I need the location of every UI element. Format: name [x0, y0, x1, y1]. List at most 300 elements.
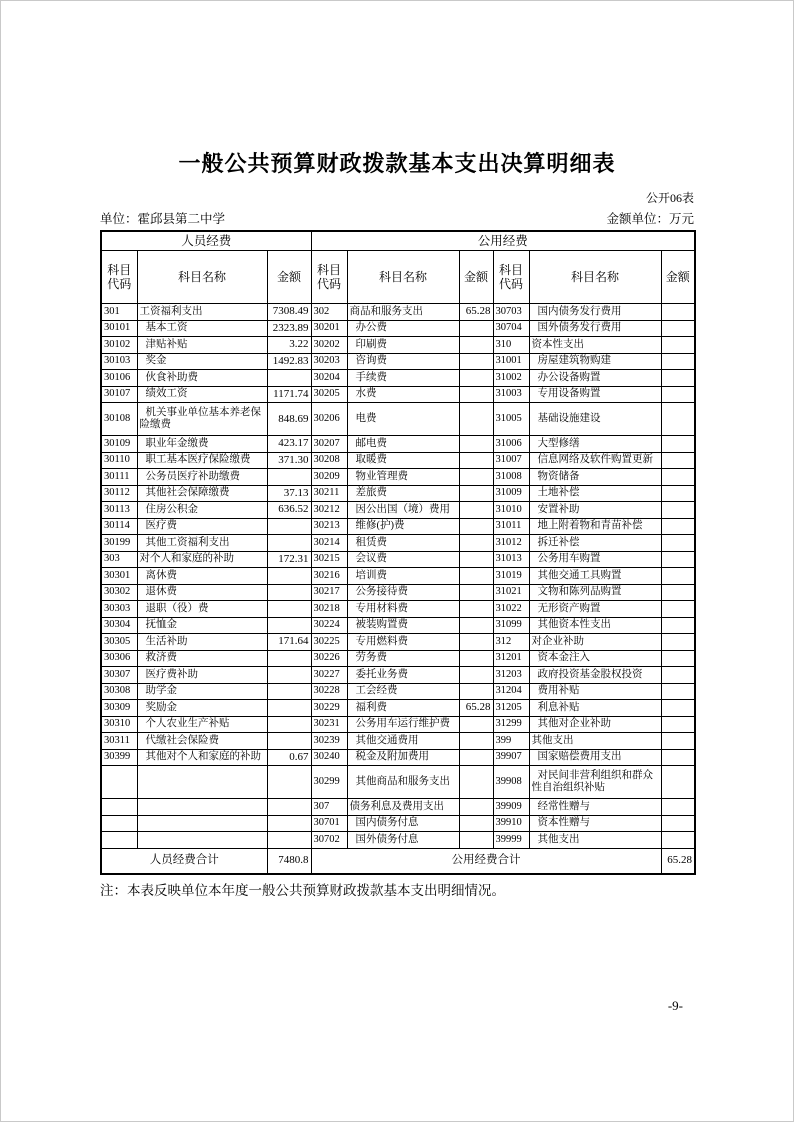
subject-code-cell: 31003 [493, 386, 529, 403]
amount-cell [459, 320, 493, 337]
subject-name-cell: 医疗费 [137, 518, 267, 535]
subject-code-cell: 31022 [493, 601, 529, 618]
amount-cell [459, 337, 493, 354]
subject-name-cell: 公务员医疗补助缴费 [137, 469, 267, 486]
subject-name-cell: 办公设备购置 [529, 370, 661, 387]
subject-code-cell: 31203 [493, 667, 529, 684]
table-row [101, 320, 695, 337]
subject-name-cell: 国内债务付息 [347, 815, 459, 832]
amount-cell [661, 799, 695, 816]
amount-cell [267, 601, 311, 618]
amount-cell [661, 353, 695, 370]
group-header-row [101, 231, 695, 251]
subject-name-cell: 办公费 [347, 320, 459, 337]
amount-cell [661, 551, 695, 568]
subject-name-cell: 国内债务发行费用 [529, 304, 661, 321]
amount-cell: 2323.89 [267, 320, 311, 337]
subject-code-cell: 301 [101, 304, 137, 321]
table-row [101, 452, 695, 469]
amount-cell [459, 601, 493, 618]
unit-value: 霍邱县第二中学 [137, 212, 226, 226]
subject-name-cell: 其他工资福利支出 [137, 535, 267, 552]
subject-code-cell: 31009 [493, 485, 529, 502]
subject-code-cell: 30229 [311, 700, 347, 717]
col-header-subject-code: 科目代码 [311, 251, 347, 304]
table-row [101, 551, 695, 568]
subject-code-cell: 30701 [311, 815, 347, 832]
subject-name-cell: 电费 [347, 403, 459, 436]
subject-code-cell: 30205 [311, 386, 347, 403]
subject-code-cell: 30239 [311, 733, 347, 750]
subject-code-cell: 31005 [493, 403, 529, 436]
table-row [101, 304, 695, 321]
subject-code-cell: 31021 [493, 584, 529, 601]
table-row [101, 386, 695, 403]
subject-code-cell [101, 815, 137, 832]
subject-code-cell: 30306 [101, 650, 137, 667]
table-row [101, 403, 695, 436]
amount-cell [661, 716, 695, 733]
table-row [101, 799, 695, 816]
amount-unit-label: 金额单位：万元 [606, 212, 694, 226]
col-header-subject-name: 科目名称 [137, 251, 267, 304]
subject-code-cell: 30308 [101, 683, 137, 700]
subject-code-cell: 31008 [493, 469, 529, 486]
amount-cell [459, 799, 493, 816]
subject-code-cell: 30213 [311, 518, 347, 535]
amount-cell [661, 370, 695, 387]
col-header-amount: 金额 [661, 251, 695, 304]
amount-cell: 171.64 [267, 634, 311, 651]
page-number: -9- [667, 998, 683, 1013]
subject-name-cell: 租赁费 [347, 535, 459, 552]
subject-name-cell: 专用材料费 [347, 601, 459, 618]
subject-name-cell: 专用燃料费 [347, 634, 459, 651]
subject-name-cell: 因公出国（境）费用 [347, 502, 459, 519]
subject-code-cell: 31205 [493, 700, 529, 717]
subject-name-cell: 国家赔偿费用支出 [529, 749, 661, 766]
table-row [101, 337, 695, 354]
amount-cell [661, 617, 695, 634]
amount-cell [661, 337, 695, 354]
col-header-subject-name: 科目名称 [529, 251, 661, 304]
subject-name-cell: 其他资本性支出 [529, 617, 661, 634]
table-row [101, 485, 695, 502]
amount-cell [661, 815, 695, 832]
subject-name-cell: 奖金 [137, 353, 267, 370]
subject-name-cell [137, 799, 267, 816]
subject-code-cell: 399 [493, 733, 529, 750]
table-row [101, 634, 695, 651]
subject-code-cell: 30215 [311, 551, 347, 568]
amount-cell [267, 700, 311, 717]
subject-name-cell: 退职（役）费 [137, 601, 267, 618]
amount-cell [459, 535, 493, 552]
subject-code-cell: 31019 [493, 568, 529, 585]
table-row [101, 568, 695, 585]
amount-cell [267, 667, 311, 684]
subject-name-cell [137, 815, 267, 832]
subject-name-cell: 维修(护)费 [347, 518, 459, 535]
subject-name-cell [137, 832, 267, 849]
subject-code-cell: 310 [493, 337, 529, 354]
subject-name-cell: 其他交通工具购置 [529, 568, 661, 585]
subject-name-cell: 拆迁补偿 [529, 535, 661, 552]
subject-code-cell: 39999 [493, 832, 529, 849]
subject-code-cell [101, 766, 137, 799]
subject-code-cell: 30113 [101, 502, 137, 519]
subject-name-cell: 其他商品和服务支出 [347, 766, 459, 799]
subject-name-cell: 公务用车运行维护费 [347, 716, 459, 733]
subject-name-cell: 税金及附加费用 [347, 749, 459, 766]
subject-name-cell: 退休费 [137, 584, 267, 601]
amount-cell [267, 650, 311, 667]
subject-code-cell: 31013 [493, 551, 529, 568]
amount-cell [267, 832, 311, 849]
subject-name-cell: 个人农业生产补贴 [137, 716, 267, 733]
amount-cell [661, 386, 695, 403]
amount-cell [661, 700, 695, 717]
subject-code-cell: 30702 [311, 832, 347, 849]
subject-code-cell: 30111 [101, 469, 137, 486]
subject-name-cell: 会议费 [347, 551, 459, 568]
subject-code-cell: 30209 [311, 469, 347, 486]
subject-name-cell: 印刷费 [347, 337, 459, 354]
amount-cell [267, 683, 311, 700]
subject-code-cell: 30201 [311, 320, 347, 337]
subject-code-cell: 30103 [101, 353, 137, 370]
table-row [101, 683, 695, 700]
subject-code-cell: 30305 [101, 634, 137, 651]
amount-cell [661, 568, 695, 585]
subject-code-cell: 30704 [493, 320, 529, 337]
amount-cell [459, 386, 493, 403]
subject-name-cell: 离休费 [137, 568, 267, 585]
subject-code-cell: 30199 [101, 535, 137, 552]
subject-code-cell [101, 799, 137, 816]
subject-code-cell: 302 [311, 304, 347, 321]
table-row [101, 518, 695, 535]
table-row [101, 535, 695, 552]
amount-cell [459, 634, 493, 651]
amount-cell [267, 617, 311, 634]
col-header-subject-name: 科目名称 [347, 251, 459, 304]
table-body [101, 304, 695, 849]
amount-cell: 1492.83 [267, 353, 311, 370]
table-row [101, 749, 695, 766]
subject-name-cell: 劳务费 [347, 650, 459, 667]
amount-cell [661, 320, 695, 337]
page-title: 一般公共预算财政拨款基本支出决算明细表 [178, 151, 616, 176]
amount-cell: 65.28 [459, 700, 493, 717]
amount-cell [661, 584, 695, 601]
amount-cell: 37.13 [267, 485, 311, 502]
amount-cell [661, 601, 695, 618]
subject-code-cell: 30114 [101, 518, 137, 535]
subject-code-cell: 31001 [493, 353, 529, 370]
personnel-total-amount: 7480.8 [267, 848, 311, 874]
subject-name-cell: 其他支出 [529, 832, 661, 849]
amount-cell [459, 716, 493, 733]
table-row [101, 584, 695, 601]
subject-code-cell: 30304 [101, 617, 137, 634]
subject-name-cell [137, 766, 267, 799]
amount-cell: 0.67 [267, 749, 311, 766]
subject-name-cell: 抚恤金 [137, 617, 267, 634]
subject-code-cell: 39909 [493, 799, 529, 816]
amount-cell [267, 799, 311, 816]
unit-line [100, 209, 694, 227]
subject-code-cell: 30228 [311, 683, 347, 700]
subject-name-cell: 资本性赠与 [529, 815, 661, 832]
subject-name-cell: 伙食补助费 [137, 370, 267, 387]
subject-code-cell: 39910 [493, 815, 529, 832]
amount-cell [459, 749, 493, 766]
subject-name-cell: 资本性支出 [529, 337, 661, 354]
amount-cell [661, 502, 695, 519]
amount-cell [459, 832, 493, 849]
table-row [101, 353, 695, 370]
amount-cell: 371.30 [267, 452, 311, 469]
subject-code-cell: 39908 [493, 766, 529, 799]
subject-code-cell: 30110 [101, 452, 137, 469]
amount-cell [459, 584, 493, 601]
totals-row [101, 848, 695, 874]
subject-code-cell: 31006 [493, 436, 529, 453]
subject-name-cell: 公务接待费 [347, 584, 459, 601]
amount-cell [661, 535, 695, 552]
subject-name-cell: 信息网络及软件购置更新 [529, 452, 661, 469]
subject-name-cell: 商品和服务支出 [347, 304, 459, 321]
amount-cell [661, 683, 695, 700]
subject-code-cell: 31007 [493, 452, 529, 469]
subject-code-cell: 30204 [311, 370, 347, 387]
table-row [101, 436, 695, 453]
amount-cell [459, 353, 493, 370]
amount-cell [459, 617, 493, 634]
table-row [101, 601, 695, 618]
subject-code-cell: 30112 [101, 485, 137, 502]
subject-name-cell: 安置补助 [529, 502, 661, 519]
amount-cell [459, 370, 493, 387]
amount-cell [459, 766, 493, 799]
subject-name-cell: 文物和陈列品购置 [529, 584, 661, 601]
subject-name-cell: 土地补偿 [529, 485, 661, 502]
amount-cell [661, 304, 695, 321]
table-row [101, 733, 695, 750]
subject-code-cell: 30303 [101, 601, 137, 618]
subject-code-cell: 30202 [311, 337, 347, 354]
subject-code-cell: 30106 [101, 370, 137, 387]
page-content [100, 147, 694, 899]
subject-code-cell: 30225 [311, 634, 347, 651]
amount-cell [661, 634, 695, 651]
amount-cell [459, 815, 493, 832]
col-header-subject-code: 科目代码 [493, 251, 529, 304]
col-header-subject-code: 科目代码 [101, 251, 137, 304]
budget-detail-table [100, 230, 696, 875]
subject-name-cell: 基础设施建设 [529, 403, 661, 436]
amount-cell: 65.28 [459, 304, 493, 321]
subject-name-cell: 地上附着物和青苗补偿 [529, 518, 661, 535]
public-total-label: 公用经费合计 [311, 848, 661, 874]
subject-name-cell: 职工基本医疗保险缴费 [137, 452, 267, 469]
subject-name-cell: 工资福利支出 [137, 304, 267, 321]
subject-name-cell: 奖励金 [137, 700, 267, 717]
amount-cell [661, 749, 695, 766]
subject-name-cell: 水费 [347, 386, 459, 403]
subject-name-cell: 其他交通费用 [347, 733, 459, 750]
amount-cell [661, 436, 695, 453]
amount-cell [459, 469, 493, 486]
amount-cell [459, 485, 493, 502]
subject-code-cell: 30206 [311, 403, 347, 436]
table-row [101, 700, 695, 717]
public-total-amount: 65.28 [661, 848, 695, 874]
subject-name-cell: 公务用车购置 [529, 551, 661, 568]
amount-cell [661, 667, 695, 684]
subject-name-cell: 培训费 [347, 568, 459, 585]
amount-cell [459, 436, 493, 453]
amount-cell [661, 766, 695, 799]
subject-name-cell: 物资储备 [529, 469, 661, 486]
subject-name-cell: 差旅费 [347, 485, 459, 502]
amount-cell [459, 551, 493, 568]
subject-name-cell: 其他支出 [529, 733, 661, 750]
subject-code-cell: 31002 [493, 370, 529, 387]
subject-name-cell: 大型修缮 [529, 436, 661, 453]
amount-cell [267, 716, 311, 733]
subject-name-cell: 邮电费 [347, 436, 459, 453]
subject-code-cell: 30102 [101, 337, 137, 354]
subject-code-cell: 312 [493, 634, 529, 651]
subject-code-cell [101, 832, 137, 849]
amount-cell [459, 502, 493, 519]
subject-name-cell: 住房公积金 [137, 502, 267, 519]
subject-name-cell: 绩效工资 [137, 386, 267, 403]
amount-cell [459, 403, 493, 436]
unit-label: 单位： [100, 212, 138, 226]
subject-code-cell: 30399 [101, 749, 137, 766]
subject-code-cell: 30703 [493, 304, 529, 321]
subject-name-cell: 对个人和家庭的补助 [137, 551, 267, 568]
subject-name-cell: 医疗费补助 [137, 667, 267, 684]
amount-cell [267, 370, 311, 387]
group-header-personnel: 人员经费 [101, 231, 311, 251]
subject-name-cell: 物业管理费 [347, 469, 459, 486]
col-header-amount: 金额 [459, 251, 493, 304]
subject-code-cell: 307 [311, 799, 347, 816]
amount-cell: 3.22 [267, 337, 311, 354]
subject-code-cell: 30101 [101, 320, 137, 337]
subject-name-cell: 被装购置费 [347, 617, 459, 634]
subject-code-cell: 30301 [101, 568, 137, 585]
subject-name-cell: 其他社会保障缴费 [137, 485, 267, 502]
subject-code-cell: 39907 [493, 749, 529, 766]
amount-cell [661, 518, 695, 535]
subject-code-cell: 30311 [101, 733, 137, 750]
amount-cell [459, 683, 493, 700]
subject-name-cell: 房屋建筑物购建 [529, 353, 661, 370]
subject-name-cell: 工会经费 [347, 683, 459, 700]
amount-cell [459, 452, 493, 469]
amount-cell: 172.31 [267, 551, 311, 568]
subject-code-cell: 30227 [311, 667, 347, 684]
amount-cell [459, 518, 493, 535]
subject-code-cell: 31299 [493, 716, 529, 733]
amount-cell [459, 733, 493, 750]
subject-name-cell: 职业年金缴费 [137, 436, 267, 453]
col-header-amount: 金额 [267, 251, 311, 304]
table-row [101, 716, 695, 733]
subject-code-cell: 31204 [493, 683, 529, 700]
subject-name-cell: 资本金注入 [529, 650, 661, 667]
subject-name-cell: 委托业务费 [347, 667, 459, 684]
table-row [101, 766, 695, 799]
subject-code-cell: 30299 [311, 766, 347, 799]
subject-code-cell: 30309 [101, 700, 137, 717]
subject-code-cell: 30240 [311, 749, 347, 766]
amount-cell [267, 518, 311, 535]
subject-name-cell: 取暖费 [347, 452, 459, 469]
subject-code-cell: 30302 [101, 584, 137, 601]
table-row [101, 650, 695, 667]
subject-name-cell: 国外债务付息 [347, 832, 459, 849]
table-code-label: 公开06表 [645, 191, 694, 205]
table-row [101, 502, 695, 519]
subject-code-cell: 31010 [493, 502, 529, 519]
amount-cell: 848.69 [267, 403, 311, 436]
subject-code-cell: 30310 [101, 716, 137, 733]
amount-cell [661, 485, 695, 502]
subject-name-cell: 专用设备购置 [529, 386, 661, 403]
amount-cell [267, 568, 311, 585]
group-header-public: 公用经费 [311, 231, 695, 251]
amount-cell [267, 766, 311, 799]
table-row [101, 370, 695, 387]
subject-name-cell: 利息补贴 [529, 700, 661, 717]
column-header-row [101, 251, 695, 304]
subject-code-cell: 31099 [493, 617, 529, 634]
subject-code-cell: 303 [101, 551, 137, 568]
amount-cell [661, 733, 695, 750]
subject-code-cell: 30231 [311, 716, 347, 733]
table-row [101, 815, 695, 832]
subject-name-cell: 经常性赠与 [529, 799, 661, 816]
amount-cell [661, 832, 695, 849]
subject-code-cell: 30212 [311, 502, 347, 519]
subject-code-cell: 31201 [493, 650, 529, 667]
subject-code-cell: 30207 [311, 436, 347, 453]
amount-cell [459, 667, 493, 684]
unit-name [100, 209, 225, 227]
subject-name-cell: 助学金 [137, 683, 267, 700]
amount-cell [661, 650, 695, 667]
amount-cell [459, 650, 493, 667]
subject-code-cell: 30216 [311, 568, 347, 585]
amount-cell [661, 403, 695, 436]
subject-code-cell: 30203 [311, 353, 347, 370]
table-row [101, 617, 695, 634]
subject-code-cell: 30214 [311, 535, 347, 552]
amount-cell: 1171.74 [267, 386, 311, 403]
subject-name-cell: 国外债务发行费用 [529, 320, 661, 337]
subject-name-cell: 手续费 [347, 370, 459, 387]
subject-code-cell: 31012 [493, 535, 529, 552]
subject-name-cell: 基本工资 [137, 320, 267, 337]
amount-cell: 7308.49 [267, 304, 311, 321]
subject-name-cell: 福利费 [347, 700, 459, 717]
